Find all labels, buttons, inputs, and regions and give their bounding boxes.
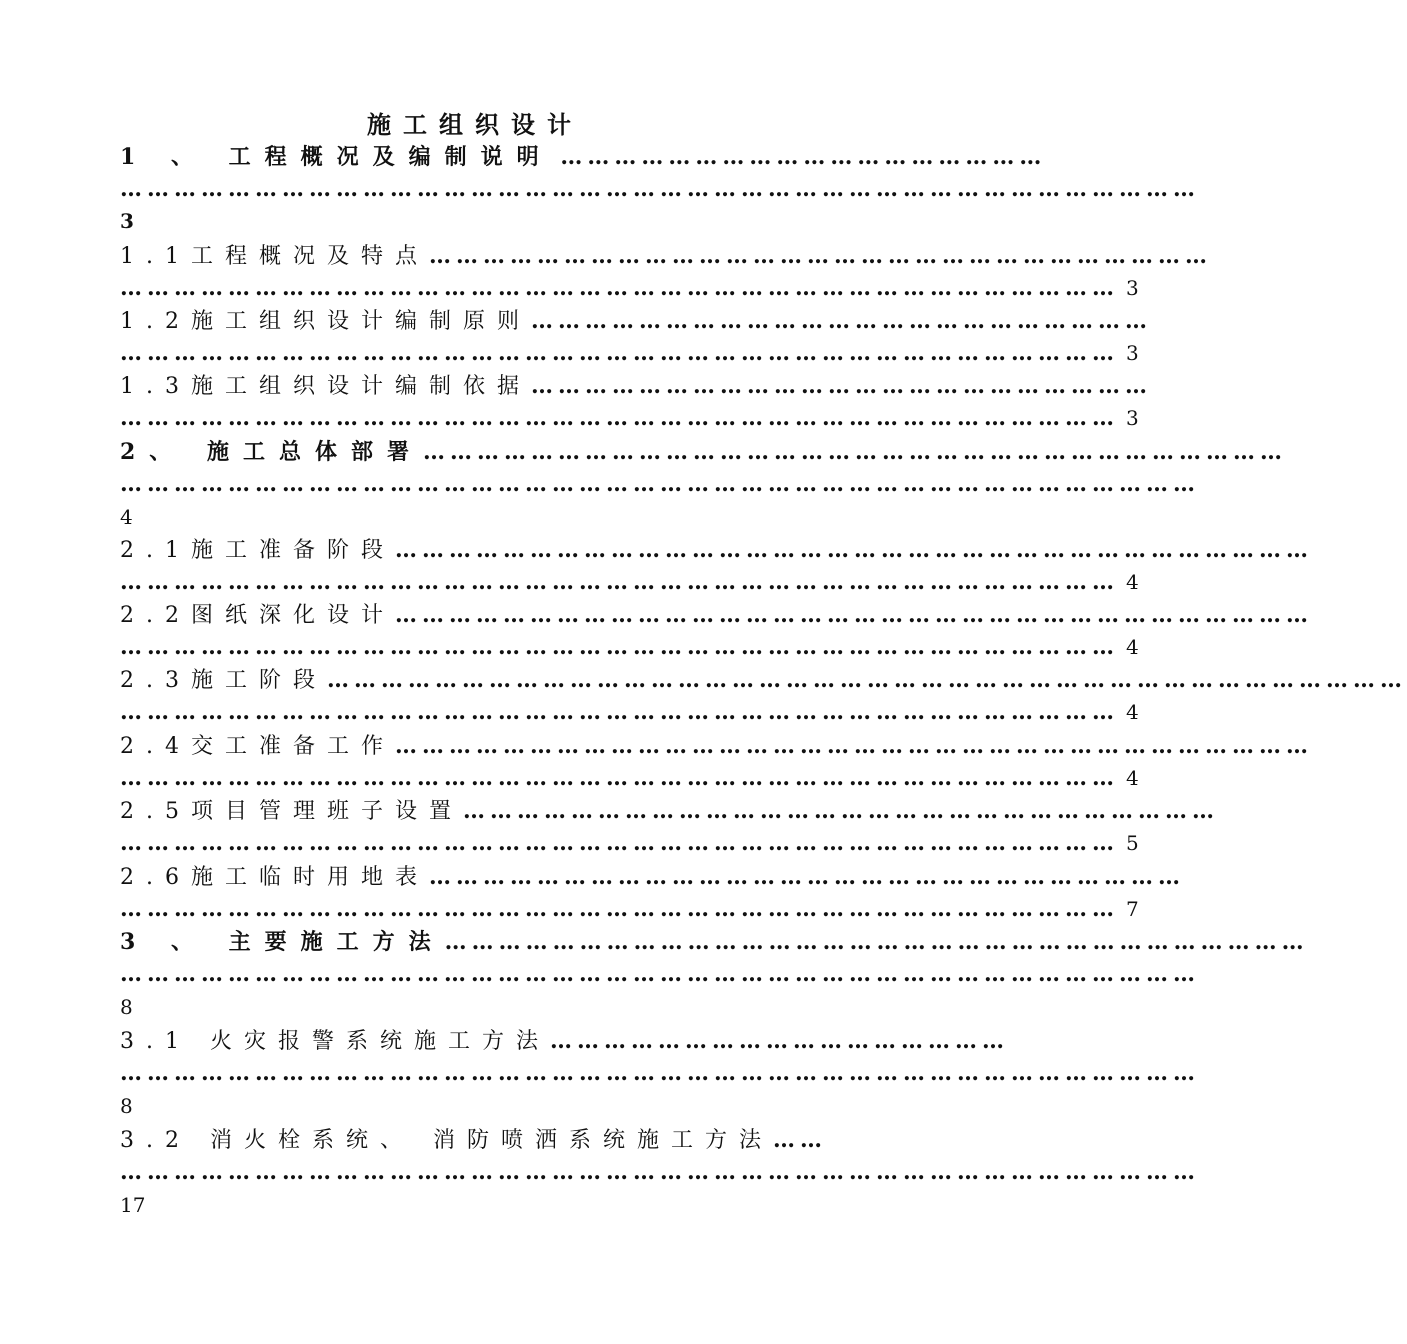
toc-entry-3[interactable] bbox=[120, 926, 1309, 958]
leader-dots: ………………………………………………………………………………………… bbox=[395, 602, 1313, 628]
leader-dots: ………………………………………………………………………………………………………… bbox=[327, 667, 1407, 693]
toc-entry-2-3[interactable] bbox=[120, 664, 1407, 696]
toc-label: 1.3施工组织设计编制依据 bbox=[120, 374, 531, 399]
toc-page-number: 4 bbox=[1126, 700, 1139, 724]
toc-page-number: 4 bbox=[120, 505, 133, 529]
toc-page-number: 5 bbox=[1126, 831, 1139, 855]
leader-line: ………………………………………………………………………………………………… 3 bbox=[120, 340, 1139, 366]
leader-line: ………………………………………………………………………………………………………… bbox=[120, 961, 1200, 987]
leader-dots: ………………………………………………………………………………………… bbox=[395, 733, 1313, 759]
leader-line: ………………………………………………………………………………………………………… bbox=[120, 1159, 1200, 1185]
toc-entry-3-1[interactable] bbox=[120, 1025, 1009, 1057]
toc-entry-1[interactable] bbox=[120, 141, 1047, 173]
toc-entry-1-2[interactable] bbox=[120, 305, 1152, 337]
toc-page-number: 8 bbox=[120, 995, 133, 1019]
toc-page-number: 4 bbox=[1126, 635, 1139, 659]
toc-label: 2.3施工阶段 bbox=[120, 668, 327, 693]
toc-entry-2-1[interactable] bbox=[120, 534, 1313, 566]
toc-label: 1.2施工组织设计编制原则 bbox=[120, 309, 531, 334]
leader-dots: …………………………………………………………………………… bbox=[429, 243, 1212, 269]
toc-label: 2.1施工准备阶段 bbox=[120, 538, 395, 563]
leader-line: ………………………………………………………………………………………………… 4 bbox=[120, 634, 1139, 660]
leader-line: ………………………………………………………………………………………………… 4 bbox=[120, 765, 1139, 791]
leader-dots: …………………………………………………………… bbox=[531, 308, 1152, 334]
leader-line: ………………………………………………………………………………………………… 5 bbox=[120, 830, 1139, 856]
toc-label: 2.6施工临时用地表 bbox=[120, 865, 429, 890]
leader-line: ………………………………………………………………………………………………… 3 bbox=[120, 405, 1139, 431]
toc-label: 2.4交工准备工作 bbox=[120, 734, 395, 759]
leader-dots: ………………………………………………………………………… bbox=[429, 864, 1185, 890]
toc-entry-3-2[interactable] bbox=[120, 1124, 832, 1156]
toc-entry-2-2[interactable] bbox=[120, 599, 1313, 631]
leader-line: ………………………………………………………………………………………………………… bbox=[120, 471, 1200, 497]
toc-entry-1-3[interactable] bbox=[120, 370, 1152, 402]
toc-entry-1-1[interactable] bbox=[120, 240, 1212, 272]
toc-label: 1.1工程概况及特点 bbox=[120, 244, 429, 269]
document-title: 施工组织设计 bbox=[367, 110, 583, 139]
toc-label: 3.2 消火栓系统、 消防喷洒系统施工方法 bbox=[120, 1128, 773, 1153]
toc-page-number: 3 bbox=[120, 209, 134, 233]
leader-dots: ………………………………………………………………………………………… bbox=[395, 537, 1313, 563]
toc-label: 3.1 火灾报警系统施工方法 bbox=[120, 1029, 550, 1054]
toc-label: 3 、 主要施工方法 bbox=[120, 929, 445, 955]
leader-dots: …………………………………………………………………………………… bbox=[422, 439, 1287, 465]
toc-page-number: 8 bbox=[120, 1094, 133, 1118]
toc-entry-2-4[interactable] bbox=[120, 730, 1313, 762]
toc-page-number: 4 bbox=[1126, 570, 1139, 594]
toc-label: 2.5项目管理班子设置 bbox=[120, 799, 463, 824]
toc-page-number: 3 bbox=[1126, 341, 1139, 365]
toc-entry-2-6[interactable] bbox=[120, 861, 1185, 893]
toc-page-number: 3 bbox=[1126, 406, 1139, 430]
leader-line: ………………………………………………………………………………………………………… bbox=[120, 1060, 1200, 1086]
toc-page-number: 3 bbox=[1126, 276, 1139, 300]
toc-page-number: 17 bbox=[120, 1193, 146, 1217]
leader-line: ………………………………………………………………………………………………… 4 bbox=[120, 699, 1139, 725]
leader-line: ………………………………………………………………………………………………………… bbox=[120, 176, 1200, 202]
leader-dots: …………………………………………… bbox=[549, 1028, 1009, 1054]
toc-label: 1 、 工程概况及编制说明 bbox=[120, 144, 553, 170]
toc-page-number: 7 bbox=[1126, 897, 1139, 921]
leader-dots: …………………………………………………………… bbox=[531, 373, 1152, 399]
leader-line: ………………………………………………………………………………………………… 4 bbox=[120, 569, 1139, 595]
leader-dots: …… bbox=[772, 1127, 827, 1153]
toc-label: 2.2图纸深化设计 bbox=[120, 603, 395, 628]
toc-label: 2、 施工总体部署 bbox=[120, 439, 423, 465]
toc-entry-2-5[interactable] bbox=[120, 795, 1219, 827]
toc-page-number: 4 bbox=[1126, 766, 1139, 790]
leader-line: ………………………………………………………………………………………………… 7 bbox=[120, 896, 1139, 922]
leader-dots: …………………………………………………………………………………… bbox=[444, 929, 1309, 955]
leader-line: ………………………………………………………………………………………………… 3 bbox=[120, 275, 1139, 301]
leader-dots: ……………………………………………… bbox=[560, 144, 1047, 170]
leader-dots: ………………………………………………………………………… bbox=[463, 798, 1219, 824]
toc-entry-2[interactable] bbox=[120, 436, 1287, 468]
